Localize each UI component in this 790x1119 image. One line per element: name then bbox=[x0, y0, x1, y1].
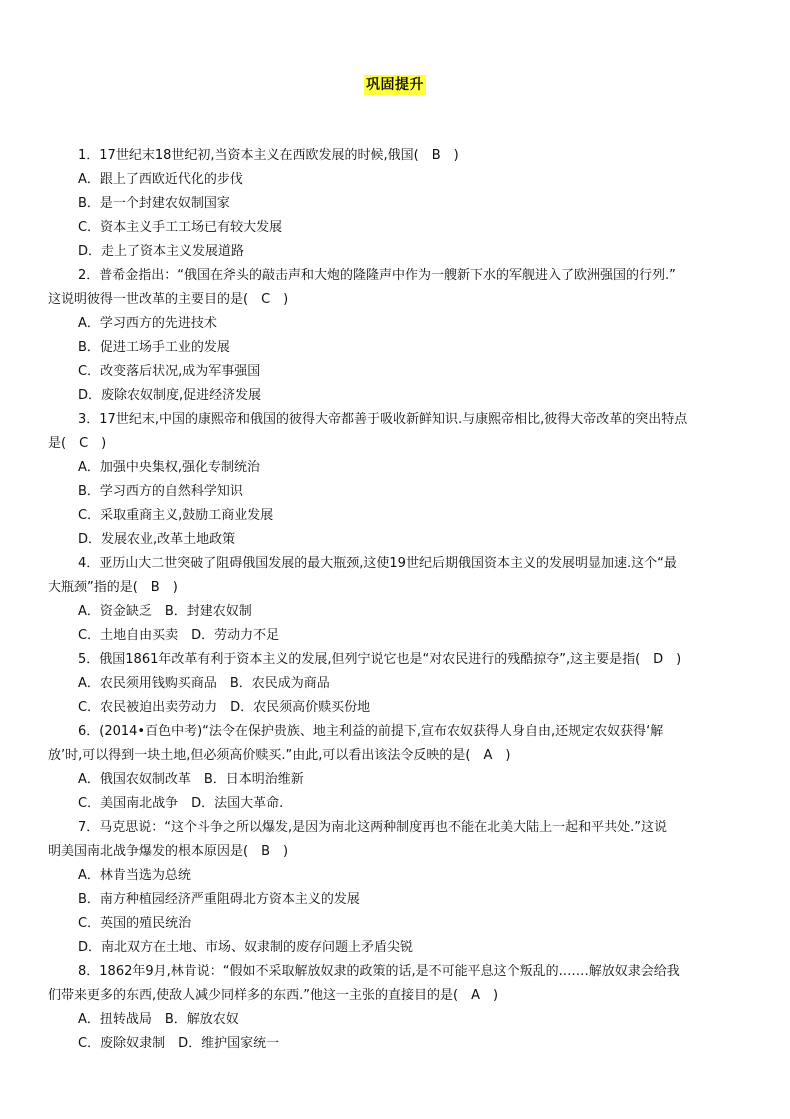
answer-option: C．采取重商主义,鼓励工商业发展 bbox=[78, 508, 274, 523]
question-text: 2．普希金指出：“俄国在斧头的敲击声和大炮的隆隆声中作为一艘新下水的军舰进入了欧洲强国的行列.” bbox=[78, 268, 676, 283]
answer-option: A．扭转战局 B．解放农奴 bbox=[78, 1012, 239, 1027]
question-continuation: 这说明彼得一世改革的主要目的是( C ) bbox=[48, 292, 289, 307]
answer-option: B．是一个封建农奴制国家 bbox=[78, 196, 230, 211]
answer-option: B．南方种植园经济严重阻碍北方资本主义的发展 bbox=[78, 892, 360, 907]
answer-option: A．资金缺乏 B．封建农奴制 bbox=[78, 604, 252, 619]
question-text: 3．17世纪末,中国的康熙帝和俄国的彼得大帝都善于吸收新鲜知识.与康熙帝相比,彼得大帝改革的突出特点 bbox=[78, 412, 688, 427]
answer-option: B．促进工场手工业的发展 bbox=[78, 340, 230, 355]
answer-option: C．废除奴隶制 D．维护国家统一 bbox=[78, 1036, 280, 1051]
answer-option: C．土地自由买卖 D．劳动力不足 bbox=[78, 628, 280, 643]
question-continuation: 明美国南北战争爆发的根本原因是( B ) bbox=[48, 844, 289, 859]
answer-option: C．改变落后状况,成为军事强国 bbox=[78, 364, 261, 379]
question-text: 1．17世纪末18世纪初,当资本主义在西欧发展的时候,俄国( B ) bbox=[78, 148, 459, 163]
answer-option: C．资本主义手工工场已有较大发展 bbox=[78, 220, 283, 235]
title-row bbox=[0, 74, 790, 95]
answer-option: A．林肯当选为总统 bbox=[78, 868, 191, 883]
answer-option: A．跟上了西欧近代化的步伐 bbox=[78, 172, 243, 187]
question-continuation: 们带来更多的东西,使敌人减少同样多的东西.”他这一主张的直接目的是( A ) bbox=[48, 988, 499, 1003]
answer-option: B．学习西方的自然科学知识 bbox=[78, 484, 243, 499]
question-list bbox=[48, 144, 748, 1056]
answer-option: D．南北双方在土地、市场、奴隶制的废存问题上矛盾尖锐 bbox=[78, 940, 414, 955]
page-title: 巩固提升 bbox=[366, 77, 424, 93]
answer-option: D．走上了资本主义发展道路 bbox=[78, 244, 245, 259]
answer-option: C．美国南北战争 D．法国大革命. bbox=[78, 796, 284, 811]
answer-option: A．学习西方的先进技术 bbox=[78, 316, 217, 331]
question-continuation: 放’时,可以得到一块土地,但必须高价赎买.”由此,可以看出该法令反映的是( A ) bbox=[48, 748, 511, 763]
question-text: 4．亚历山大二世突破了阻碍俄国发展的最大瓶颈,这使19世纪后期俄国资本主义的发展明显加速.这个“最 bbox=[78, 556, 677, 571]
answer-option: A．俄国农奴制改革 B．日本明治维新 bbox=[78, 772, 304, 787]
answer-option: A．加强中央集权,强化专制统治 bbox=[78, 460, 261, 475]
answer-option: D．发展农业,改革土地政策 bbox=[78, 532, 236, 547]
answer-option: C．农民被迫出卖劳动力 D．农民须高价赎买份地 bbox=[78, 700, 371, 715]
question-text: 5．俄国1861年改革有利于资本主义的发展,但列宁说它也是“对农民进行的残酷掠夺”,这主要是指( D ) bbox=[78, 652, 682, 667]
question-text: 7．马克思说：“这个斗争之所以爆发,是因为南北这两种制度再也不能在北美大陆上一起和平共处.”这说 bbox=[78, 820, 668, 835]
question-continuation: 大瓶颈”指的是( B ) bbox=[48, 580, 178, 595]
answer-option: C．英国的殖民统治 bbox=[78, 916, 192, 931]
question-text: 8．1862年9月,林肯说：“假如不采取解放奴隶的政策的话,是不可能平息这个叛乱的.……解放奴隶会给我 bbox=[78, 964, 680, 979]
question-text: 6．(2014•百色中考)“法令在保护贵族、地主利益的前提下,宣布农奴获得人身自由,还规定农奴获得‘解 bbox=[78, 724, 664, 739]
answer-option: D．废除农奴制度,促进经济发展 bbox=[78, 388, 262, 403]
question-continuation: 是( C ) bbox=[48, 436, 107, 451]
answer-option: A．农民须用钱购买商品 B．农民成为商品 bbox=[78, 676, 330, 691]
